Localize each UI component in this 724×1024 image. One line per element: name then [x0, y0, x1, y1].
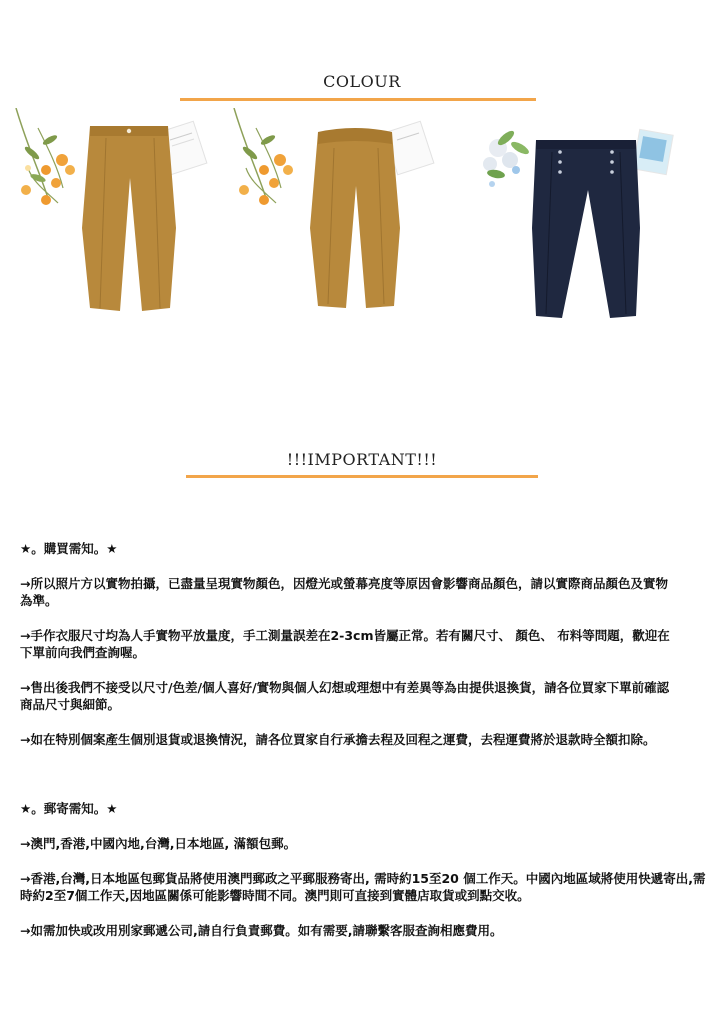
product-image-khaki-front — [8, 108, 230, 328]
shipping-notes-heading: ★。郵寄需知。★ — [20, 801, 118, 816]
shipping-note-2: →香港,台灣,日本地區包郵貨品將使用澳門郵政之平郵服務寄出, 需時約15至20 個工作天。中國內地區域將使用快遞寄出,需時約2至7個工作天,因地區關係可能影響時間不同。澳門則可直接到實體店取貨或到點交收。 — [20, 871, 706, 903]
shipping-note-1: →澳門,香港,中國內地,台灣,日本地區, 滿額包郵。 — [20, 836, 297, 851]
purchase-note-1: →所以照片方以實物拍攝，已盡量呈現實物顏色，因燈光或螢幕亮度等原因會影響商品顏色，請以實際商品顏色及實物為準。 — [20, 576, 668, 608]
shipping-notes — [20, 800, 710, 957]
important-title: !!!IMPORTANT!!! — [286, 450, 438, 469]
khaki-pants-back-illustration — [230, 108, 452, 328]
colour-divider — [180, 98, 536, 101]
product-image-khaki-back — [230, 108, 452, 328]
purchase-note-4: →如在特別個案產生個別退貨或退換情況，請各位買家自行承擔去程及回程之運費，去程運費將於退款時全額扣除。 — [20, 732, 656, 747]
purchase-notes-heading: ★。購買需知。★ — [20, 541, 118, 556]
navy-pants-illustration — [476, 108, 698, 328]
colour-title: COLOUR — [323, 72, 401, 91]
purchase-notes — [20, 540, 710, 766]
product-image-navy — [476, 108, 698, 328]
purchase-note-2: →手作衣服尺寸均為人手實物平放量度，手工測量誤差在2-3cm皆屬正常。若有關尺寸、 顏色、 布料等問題，歡迎在下單前向我們查詢喔。 — [20, 628, 670, 660]
important-divider — [186, 475, 538, 478]
shipping-note-3: →如需加快或改用別家郵遞公司,請自行負責郵費。如有需要,請聯繫客服查詢相應費用。 — [20, 923, 503, 938]
khaki-pants-front-illustration — [8, 108, 230, 328]
purchase-note-3: →售出後我們不接受以尺寸/色差/個人喜好/實物與個人幻想或理想中有差異等為由提供退換貨，請各位買家下單前確認商品尺寸與細節。 — [20, 680, 670, 712]
